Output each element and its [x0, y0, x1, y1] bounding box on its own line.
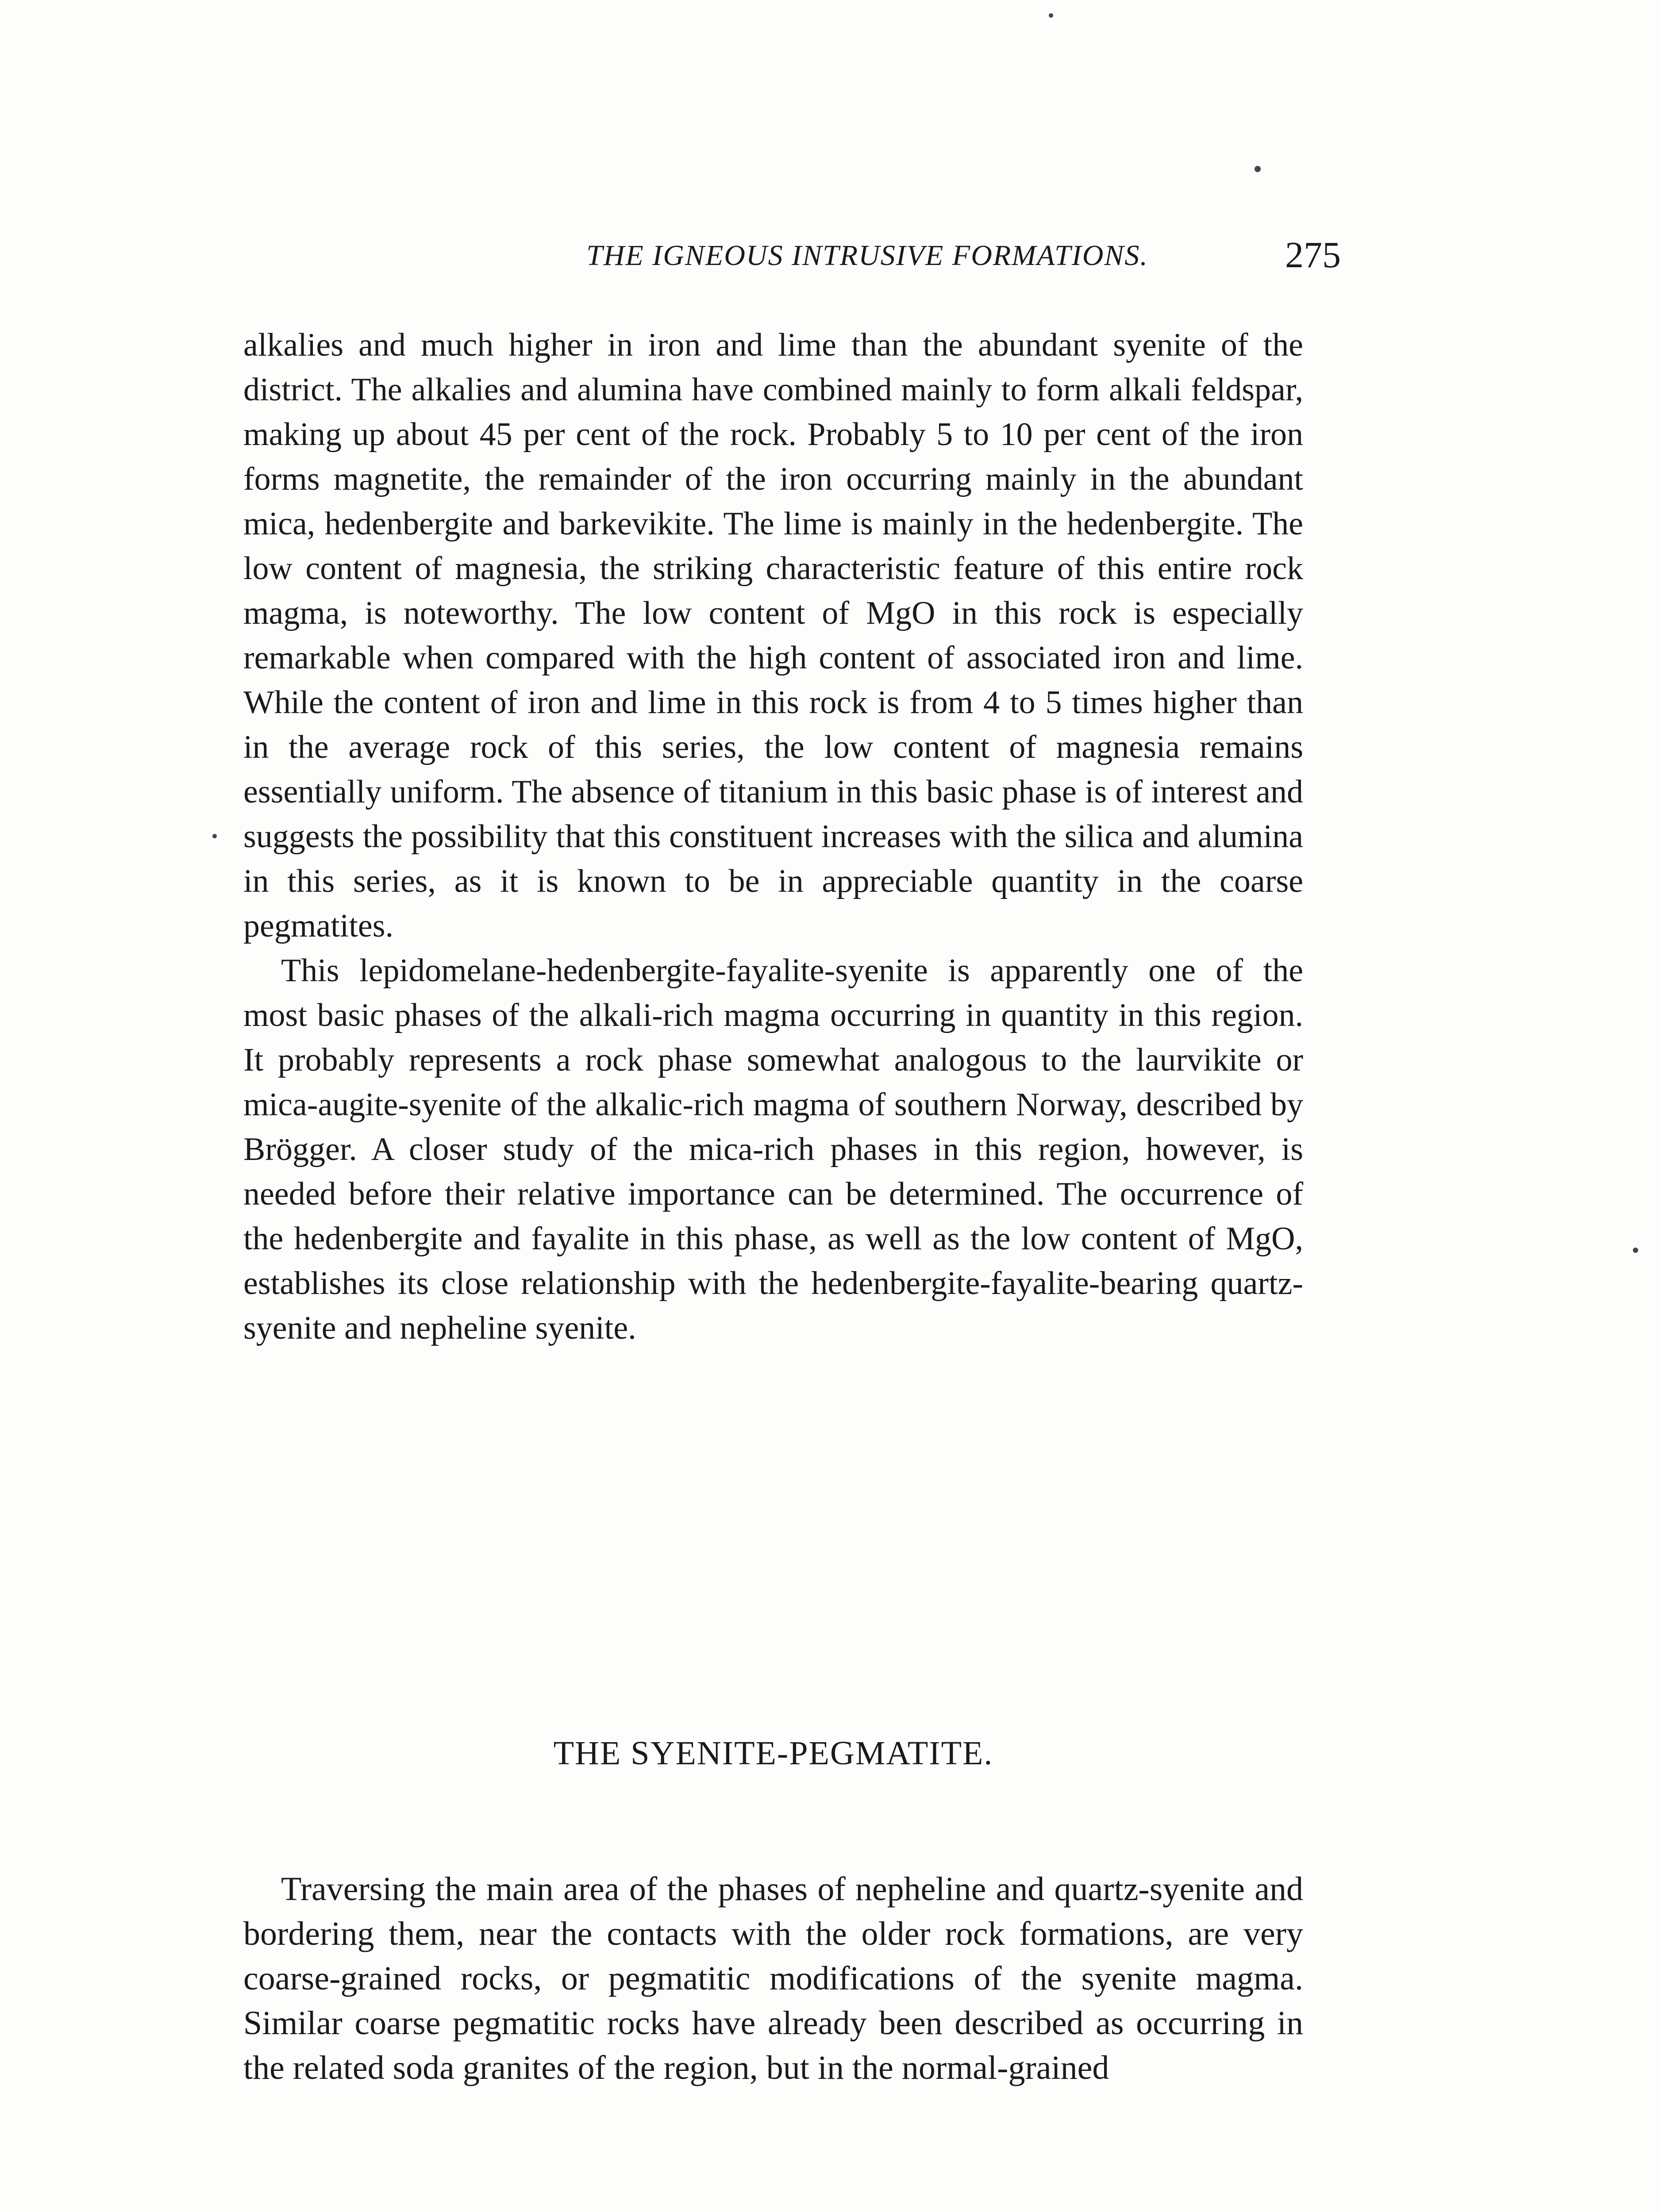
paragraph: alkalies and much higher in iron and lime than the abundant syenite of the district. The alkalies and alumina have combined mainly to form alkali feldspar, making up about 45 per cent of the rock. Probably 5 to 10 per cent of the iron forms magnetite, the remainder of the iron occurring mainly in the abundant mica, hedenbergite and barkevikite. The lime is mainly in the hedenbergite. The low content of magnesia, the striking characteristic feature of this entire rock magma, is noteworthy. The low content of MgO in this rock is especially remarkable when compared with the high content of associated iron and lime. While the content of iron and lime in this rock is from 4 to 5 times higher than in the average rock of this series, the low content of magnesia remains essentially uniform. The absence of titanium in this basic phase is of interest and suggests the possibility that this constituent increases with the silica and alumina in this series, as it is known to be in appreciable quantity in the coarse pegmatites. [243, 327, 1303, 944]
scan-speck [1049, 13, 1053, 18]
scan-speck [1255, 166, 1261, 172]
scan-speck [212, 834, 217, 838]
paragraph: This lepidomelane-hedenbergite-fayalite-syenite is apparently one of the most basic phases of the alkali-rich magma occurring in quantity in this region. It probably represents a rock phase somewhat analogous to the laurvikite or mica-augite-syenite of the alkalic-rich magma of southern Norway, described by Brögger. A closer study of the mica-rich phases in this region, however, is needed before their relative importance can be determined. The occurrence of the hedenbergite and fayalite in this phase, as well as the low content of MgO, establishes its close relationship with the hedenbergite-fayalite-bearing quartz-syenite and nepheline syenite. [243, 952, 1303, 1346]
section-heading: THE SYENITE-PEGMATITE. [553, 1735, 993, 1772]
paragraph: Traversing the main area of the phases of nepheline and quartz-syenite and bordering them, near the contacts with the older rock formations, are very coarse-grained rocks, or pegmatitic modifications of the syenite magma. Similar coarse pegmatitic rocks have already been described as occurring in the related soda granites of the region, but in the normal-grained [243, 1870, 1303, 2086]
body-text [243, 323, 1303, 1351]
section-body-text [243, 1867, 1303, 2090]
scan-speck [1633, 1248, 1638, 1253]
page-number: 275 [1285, 234, 1341, 276]
running-title: THE IGNEOUS INTRUSIVE FORMATIONS. [586, 239, 1148, 272]
